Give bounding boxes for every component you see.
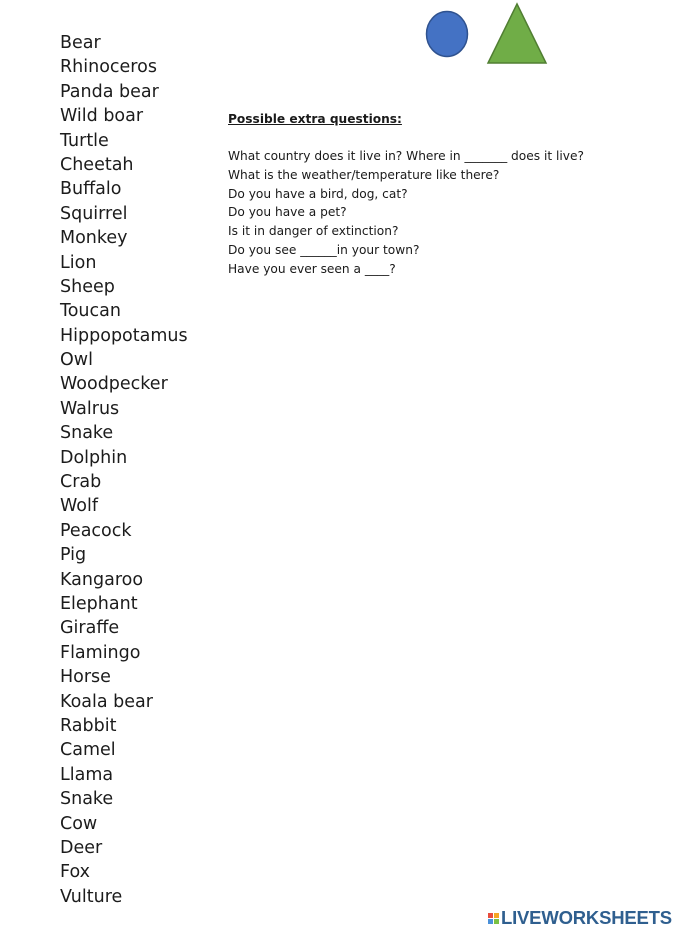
animal-item: Llama: [60, 764, 114, 785]
animal-item: Snake: [60, 789, 114, 810]
footer-logo[interactable]: [488, 907, 672, 929]
extra-questions-list: [228, 147, 648, 279]
blue-circle-shape: [427, 12, 468, 57]
animal-item: Rabbit: [60, 715, 117, 736]
extra-questions-title: Possible extra questions:: [228, 112, 402, 126]
animal-item: Rhinoceros: [60, 57, 157, 78]
animal-item: Bear: [60, 33, 101, 53]
animal-item: Walrus: [60, 398, 120, 419]
animal-item: Hippopotamus: [60, 325, 188, 346]
animal-item: Pig: [60, 545, 87, 566]
animal-item: Kangaroo: [60, 569, 144, 590]
question-item: Do you have a pet?: [228, 205, 347, 220]
question-item: Do you see ______in your town?: [228, 242, 420, 257]
animal-item: Lion: [60, 252, 97, 273]
question-item: Is it in danger of extinction?: [228, 224, 399, 239]
animal-item: Woodpecker: [60, 374, 168, 395]
animal-item: Flamingo: [60, 642, 141, 663]
animal-item: Turtle: [60, 130, 109, 151]
animal-item: Buffalo: [60, 179, 122, 200]
animal-item: Sheep: [60, 276, 115, 297]
animal-item: Panda bear: [60, 81, 159, 102]
liveworksheets-logo-icon: [488, 913, 499, 924]
animal-item: Monkey: [60, 228, 128, 249]
animal-item: Camel: [60, 740, 116, 761]
extra-questions-section: [228, 110, 648, 279]
animal-item: Fox: [60, 862, 90, 883]
animal-list: [60, 31, 188, 909]
animal-item: Cheetah: [60, 154, 134, 175]
animal-item: Deer: [60, 837, 103, 858]
animal-item: Wild boar: [60, 106, 144, 127]
question-item: Have you ever seen a ____?: [228, 261, 396, 276]
animal-item: Horse: [60, 667, 111, 688]
shapes-group: [424, 2, 554, 66]
animal-item: Giraffe: [60, 618, 120, 639]
animal-item: Crab: [60, 472, 102, 493]
green-triangle-shape: [488, 4, 546, 63]
animal-item: Snake: [60, 423, 114, 444]
animal-item: Owl: [60, 350, 93, 371]
animal-item: Elephant: [60, 593, 138, 614]
question-item: What is the weather/temperature like there?: [228, 167, 500, 182]
animal-item: Wolf: [60, 496, 99, 517]
liveworksheets-logo-text: LIVEWORKSHEETS: [501, 907, 672, 928]
animal-item: Vulture: [60, 886, 123, 907]
animal-item: Dolphin: [60, 447, 128, 468]
animal-item: Toucan: [60, 301, 121, 322]
question-item: Do you have a bird, dog, cat?: [228, 186, 408, 201]
animal-item: Peacock: [60, 520, 132, 541]
animal-item: Koala bear: [60, 691, 153, 712]
animal-item: Cow: [60, 813, 98, 834]
animal-item: Squirrel: [60, 203, 128, 224]
question-item: What country does it live in? Where in _______ does it live?: [228, 149, 584, 163]
